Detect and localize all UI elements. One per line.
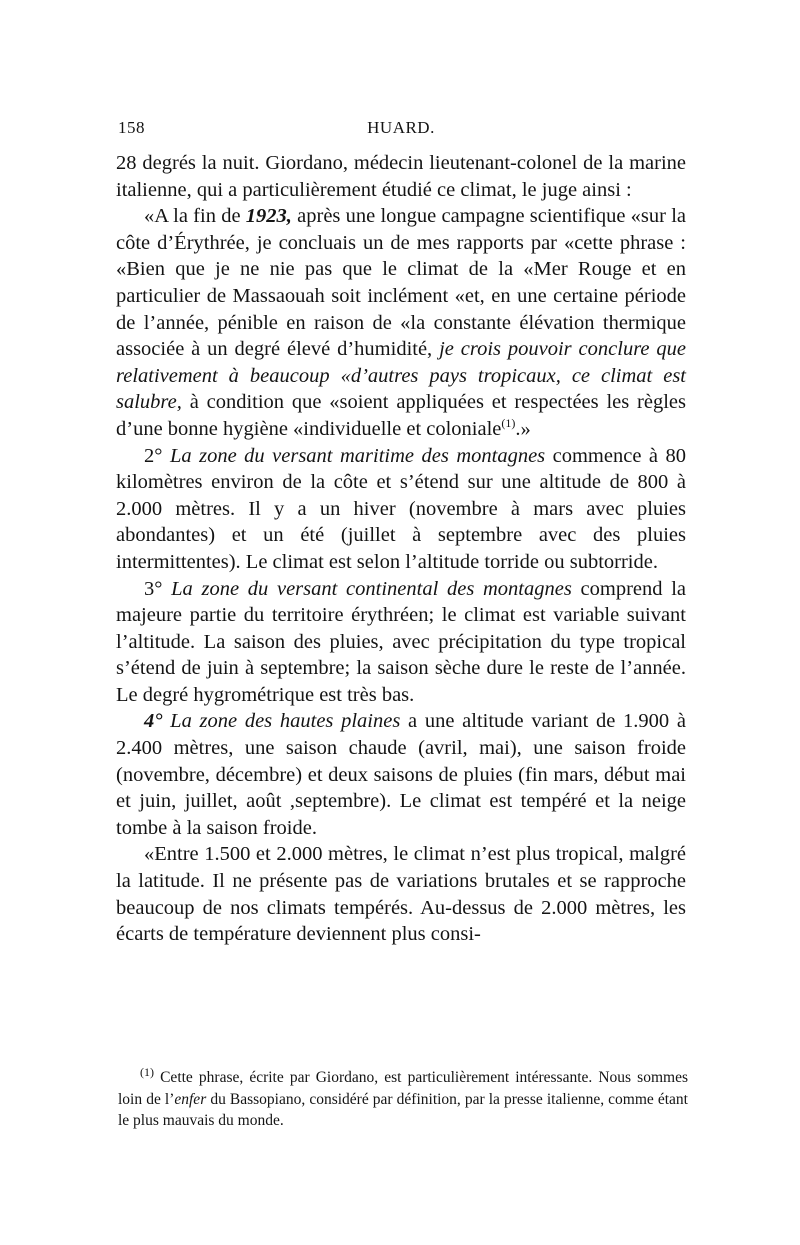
paragraph-altitude: «Entre 1.500 et 2.000 mètres, le climat n’est plus tropical, malgré la latitude. Il ne présente pas de variations brutales et se rapproche beaucoup de nos climats tempérés. Au-dessus de 2.000 mètres, les écarts de température deviennent plus consi- <box>116 843 686 946</box>
quote-part-c: à condition que «soient appliquées et respectées les règles d’une bonne hygiène «individuelle et coloniale <box>116 391 686 440</box>
paragraph-zone-2 <box>116 443 686 576</box>
quote-part-a: «A la fin de <box>144 205 246 228</box>
footnote-1 <box>118 1064 688 1132</box>
paragraph-intro: 28 degrés la nuit. Giordano, médecin lieutenant-colonel de la marine italienne, qui a particulièrement étudié ce climat, le juge ainsi : <box>116 152 686 201</box>
zone-2-number: 2° <box>144 444 163 467</box>
zone-2-text: commence à 80 kilomètres environ de la côte et s’étend sur une altitude de 800 à 2.000 mètres. Il y a un hiver (novembre à mars avec pluies abondantes) et un été (juillet à septembre avec des pluies intermittentes). Le climat est selon l’altitude torride ou subtorride. <box>116 444 686 573</box>
page-number: 158 <box>118 118 145 137</box>
footnote-italic: enfer <box>174 1090 207 1108</box>
quote-end: .» <box>515 417 531 440</box>
quote-italic: je crois pouvoir conclure que relativement à beaucoup «d’autres pays tropicaux, ce climat est salubre, <box>116 338 686 414</box>
main-text <box>116 150 686 948</box>
paragraph-zone-3 <box>116 576 686 709</box>
zone-4-number: 4° <box>144 710 163 733</box>
zone-3-number: 3° <box>144 577 163 600</box>
footnote-text-a: Cette phrase, écrite par Giordano, est particulièrement intéressante. Nous sommes loin de l’ <box>118 1069 688 1108</box>
footnote-text-b: du Bassopiano, considéré par définition, par la presse italienne, comme étant le plus mauvais du monde. <box>118 1090 688 1129</box>
zone-4-text: a une altitude variant de 1.900 à 2.400 mètres, une saison chaude (avril, mai), une saison froide (novembre, décembre) et deux saisons de pluies (fin mars, début mai et juin, juillet, août ,septembre). Le climat est tempéré et la neige tombe à la saison froide. <box>116 710 686 839</box>
footnote-ref: (1) <box>501 416 516 431</box>
footnote-marker: (1) <box>140 1064 154 1079</box>
quote-year: 1923, <box>245 205 292 228</box>
running-title: HUARD. <box>367 118 435 137</box>
paragraph-zone-4 <box>116 708 686 841</box>
paragraph-quote <box>116 203 686 442</box>
zone-3-text: comprend la majeure partie du territoire érythréen; le climat est variable suivant l’altitude. La saison des pluies, avec précipitation du type tropical s’étend de juin à septembre; la saison sèche dure le reste de l’année. Le degré hygrométrique est très bas. <box>116 577 686 706</box>
quote-part-b: après une longue campagne scientifique «sur la côte d’Érythrée, je concluais un de mes rapports par «cette phrase : «Bien que je ne nie pas que le climat de la «Mer Rouge et en particulier de Massaouah soit inclément «et, en une certaine période de l’année, pénible en raison de «la constante élévation thermique associée à un degré élevé d’humidité, <box>116 205 687 361</box>
zone-3-title: La zone du versant continental des montagnes <box>171 577 572 600</box>
zone-2-title: La zone du versant maritime des montagnes <box>169 444 546 467</box>
footnote-area <box>118 1064 688 1132</box>
zone-4-title: La zone des hautes plaines <box>170 710 401 733</box>
